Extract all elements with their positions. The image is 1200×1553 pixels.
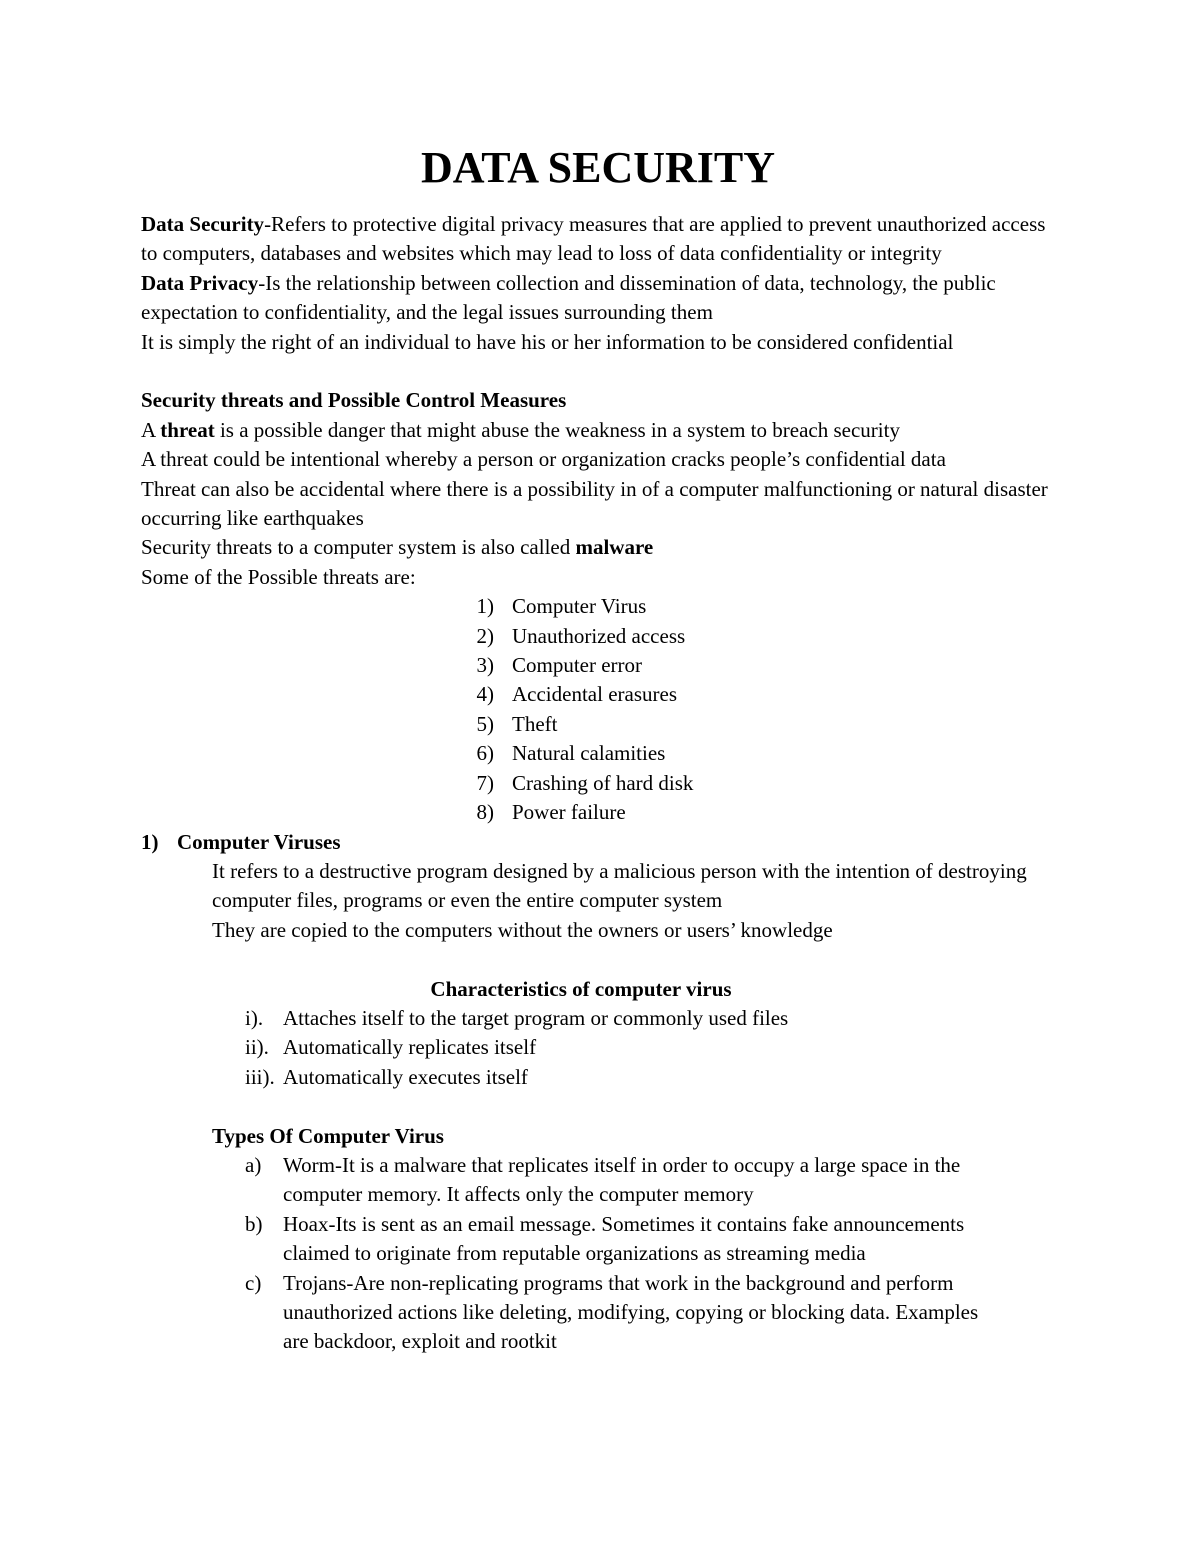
list-item-label: Natural calamities xyxy=(512,741,666,766)
virus-definition: It refers to a destructive program designed by a malicious person with the intention of destroying computer files, programs or even the entire computer system xyxy=(212,858,1027,913)
list-item-label: Attaches itself to the target program or commonly used files xyxy=(283,1005,789,1030)
list-item xyxy=(459,651,1061,680)
viruses-heading xyxy=(141,828,1061,857)
list-number: c) xyxy=(245,1270,262,1295)
data-privacy-text: -Is the relationship between collection and dissemination of data, technology, the public expectation to confidentiality, and the legal issues surrounding them xyxy=(141,270,996,325)
data-security-text: -Refers to protective digital privacy measures that are applied to prevent unauthorized access to computers, databases and websites which may lead to loss of data confidentiality or integrity xyxy=(141,212,1046,266)
types-list xyxy=(141,1151,1061,1357)
list-number: a) xyxy=(245,1152,262,1177)
malware-line-text: Security threats to a computer system is also called xyxy=(141,535,576,560)
list-number: 1) xyxy=(476,594,494,619)
document-body xyxy=(141,140,1061,1357)
list-item xyxy=(245,1063,1061,1092)
malware-term: malware xyxy=(575,535,654,560)
list-number: 3) xyxy=(476,653,494,678)
threat-def-text: is a possible danger that might abuse the weakness in a system to breach security xyxy=(214,417,900,442)
list-number: i). xyxy=(245,1005,264,1030)
list-item xyxy=(245,1151,1061,1210)
threat-def-prefix: A xyxy=(141,417,161,442)
list-item xyxy=(459,680,1061,709)
malware-line xyxy=(141,533,1061,562)
privacy-note: It is simply the right of an individual to have his or her information to be considered confidential xyxy=(141,329,954,354)
list-item xyxy=(245,1269,1061,1357)
list-number: 2) xyxy=(476,623,494,648)
possible-threats-intro: Some of the Possible threats are: xyxy=(141,564,416,589)
data-security-term: Data Security xyxy=(141,212,265,236)
threat-term: threat xyxy=(160,417,215,442)
list-item xyxy=(245,1033,1061,1062)
list-number: 4) xyxy=(476,682,494,707)
list-item xyxy=(245,1004,1061,1033)
spacer xyxy=(141,357,1061,386)
virus-spread-note: They are copied to the computers without the owners or users’ knowledge xyxy=(212,917,833,942)
list-item-label: Computer Virus xyxy=(512,594,647,619)
list-item-label: Hoax-Its is sent as an email message. Sometimes it contains fake announcements claimed to originate from reputable organizations as streaming media xyxy=(283,1211,965,1266)
list-number: ii). xyxy=(245,1035,269,1060)
threat-intentional: A threat could be intentional whereby a person or organization cracks people’s confidential data xyxy=(141,447,946,472)
list-item-label: Theft xyxy=(512,711,558,736)
characteristics-heading: Characteristics of computer virus xyxy=(430,976,732,1001)
threat-accidental: Threat can also be accidental where there is a possibility in of a computer malfunctioning or natural disaster occurring like earthquakes xyxy=(141,476,1048,531)
list-item xyxy=(245,1210,1061,1269)
list-number: b) xyxy=(245,1211,263,1236)
list-item xyxy=(459,592,1061,621)
list-item-label: Automatically replicates itself xyxy=(283,1035,537,1060)
list-item xyxy=(459,622,1061,651)
threats-heading: Security threats and Possible Control Measures xyxy=(141,388,567,413)
spacer xyxy=(141,1092,1061,1121)
list-item-label: Power failure xyxy=(512,800,626,825)
list-item-label: Accidental erasures xyxy=(512,682,677,707)
section-number: 1) xyxy=(141,829,159,854)
list-item-label: Computer error xyxy=(512,653,643,678)
data-privacy-term: Data Privacy xyxy=(141,270,259,295)
list-number: 5) xyxy=(476,711,494,736)
threats-list xyxy=(141,592,1061,827)
data-privacy-definition xyxy=(141,269,1061,328)
section-title: Computer Viruses xyxy=(177,829,341,854)
list-number: iii). xyxy=(245,1064,275,1089)
list-item-label: Crashing of hard disk xyxy=(512,770,694,795)
page-title: DATA SECURITY xyxy=(420,143,776,192)
characteristics-list xyxy=(141,1004,1061,1092)
data-security-definition xyxy=(141,210,1061,269)
list-item xyxy=(459,739,1061,768)
list-item-label: Worm-It is a malware that replicates itself in order to occupy a large space in the computer memory. It affects only the computer memory xyxy=(283,1152,961,1207)
list-item xyxy=(459,798,1061,827)
list-number: 8) xyxy=(476,800,494,825)
list-item-label: Trojans-Are non-replicating programs that work in the background and perform unauthorized actions like deleting, modifying, copying or blocking data. Examples are backdoor, exploit and rootkit xyxy=(283,1270,979,1354)
threat-definition xyxy=(141,416,1061,445)
spacer xyxy=(141,945,1061,974)
list-number: 7) xyxy=(476,770,494,795)
list-number: 6) xyxy=(476,741,494,766)
types-heading: Types Of Computer Virus xyxy=(212,1123,444,1148)
list-item-label: Automatically executes itself xyxy=(283,1064,528,1089)
list-item xyxy=(459,710,1061,739)
list-item xyxy=(459,769,1061,798)
list-item-label: Unauthorized access xyxy=(512,623,686,648)
